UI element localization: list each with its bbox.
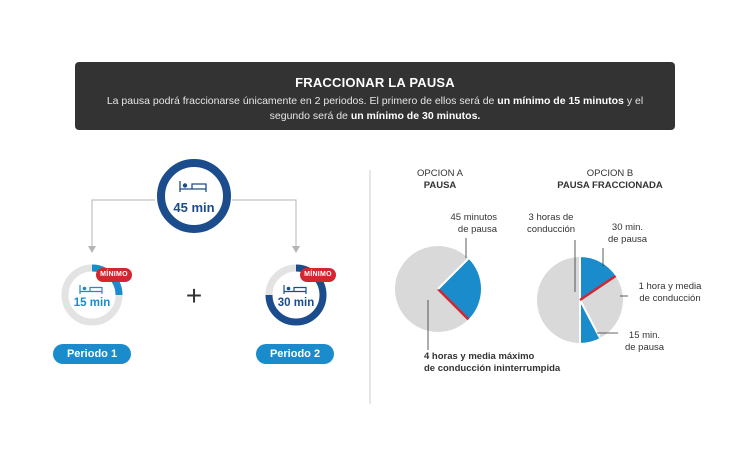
option-b-driving-3h-label: 3 horas de conducción: [526, 212, 576, 235]
pie-option-a: [395, 246, 481, 332]
banner-title: FRACCIONAR LA PAUSA: [295, 75, 455, 90]
option-a-pause-label: 45 minutos de pausa: [450, 212, 497, 235]
option-b-driving-1h30-label: 1 hora y media de conducción: [638, 281, 702, 304]
arrow-head-right: [292, 246, 300, 253]
top-circle-label: 45 min: [173, 200, 215, 215]
period-1-minutes: 15 min: [73, 297, 111, 309]
period-2-minutes: 30 min: [277, 297, 315, 309]
banner-text: La pausa podrá fraccionarse únicamente en 2 periodos. El primero de ellos será de un mínimo de 15 minutos y el segundo será de un mínimo de 30 minutos.: [106, 95, 644, 122]
option-a-heading: [405, 168, 475, 192]
option-b-subtitle: PAUSA FRACCIONADA: [557, 180, 663, 191]
period-2-min-badge: MÍNIMO: [300, 268, 336, 282]
option-b-pause-15-label: 15 min. de pausa: [624, 330, 665, 353]
period-1-min-badge: MÍNIMO: [96, 268, 132, 282]
option-b-title: OPCION B: [586, 168, 634, 179]
pie-option-b: [537, 257, 623, 343]
period-2-pill: Periodo 2: [256, 344, 334, 364]
option-a-subtitle: PAUSA: [423, 180, 457, 191]
option-b-heading: [550, 168, 670, 192]
arrow-head-left: [88, 246, 96, 253]
option-b-pause-30-label: 30 min. de pausa: [607, 222, 648, 245]
option-a-title: OPCION A: [417, 168, 463, 179]
period-1-pill: Periodo 1: [53, 344, 131, 364]
pie-b-driving-3h: [537, 257, 580, 343]
option-a-driving-label: 4 horas y media máximo de conducción ininterrumpida: [424, 351, 561, 374]
ring-45-track: [161, 163, 227, 229]
plus-sign: +: [185, 280, 203, 311]
